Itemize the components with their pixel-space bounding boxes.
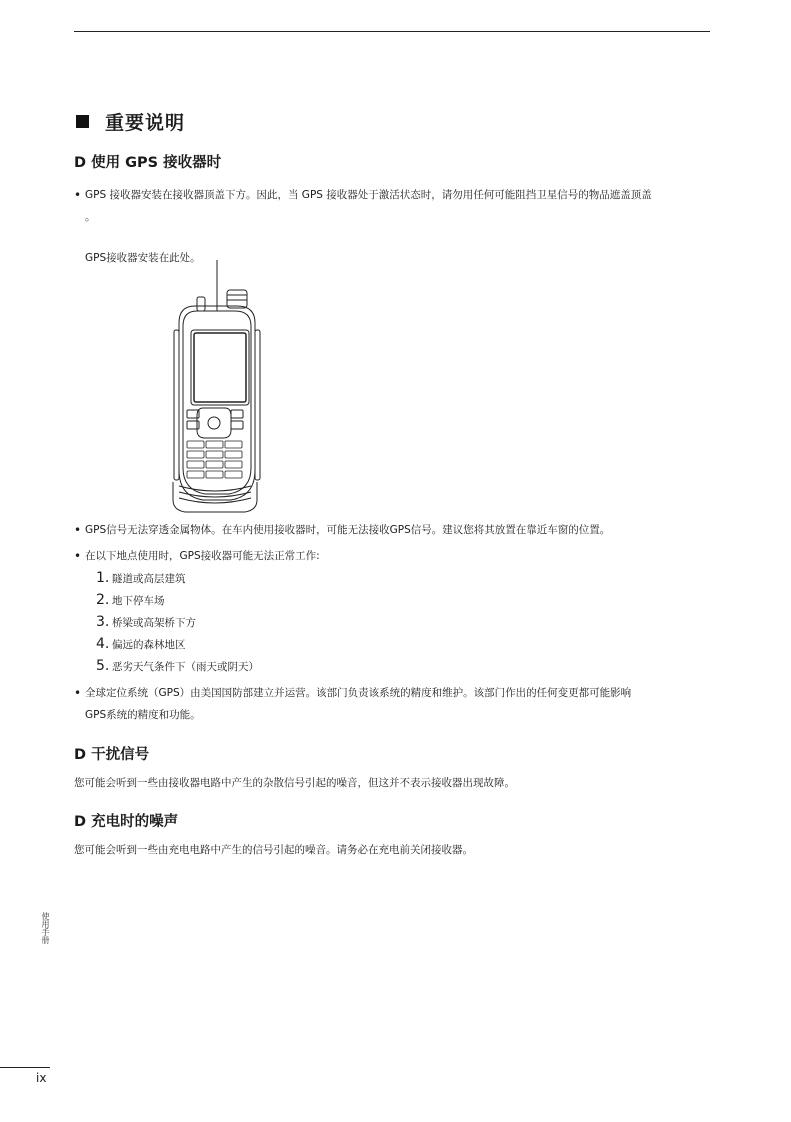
gps-bullet-1-end: 。 xyxy=(85,211,96,223)
gps-bullet-4-line2: GPS系统的精度和功能。 xyxy=(85,709,201,721)
gps-bullet-1-text: GPS 接收器安装在接收器顶盖下方。因此，当 GPS 接收器处于激活状态时，请勿用任何可能阻挡卫星信号的物品遮盖顶盖 xyxy=(85,189,652,201)
charging-heading: D 充电时的噪声 xyxy=(74,814,179,830)
bullet-dot-icon: • xyxy=(74,188,82,202)
figure-caption: GPS接收器安装在此处。 xyxy=(85,252,201,264)
locations-list xyxy=(96,567,259,677)
bullet-dot-icon: • xyxy=(74,686,82,700)
list-item: 5. 恶劣天气条件下（雨天或阴天） xyxy=(96,658,259,674)
bottom-rule xyxy=(0,1067,50,1068)
bullet-dot-icon: • xyxy=(74,549,82,563)
list-item: 2. 地下停车场 xyxy=(96,592,165,608)
page-number: ix xyxy=(36,1071,47,1085)
bullet-dot-icon: • xyxy=(74,523,82,537)
square-bullet-icon xyxy=(76,115,89,128)
gps-bullet-3-text: 在以下地点使用时，GPS接收器可能无法正常工作: xyxy=(85,550,320,562)
gps-bullet-2 xyxy=(74,519,714,541)
list-item: 1. 隧道或高层建筑 xyxy=(96,570,186,586)
side-label: 使用手册 xyxy=(41,912,50,944)
interference-heading: D 干扰信号 xyxy=(74,747,150,763)
charging-text: 您可能会听到一些由充电电路中产生的信号引起的噪音。请务必在充电前关闭接收器。 xyxy=(74,844,473,856)
gps-heading: D 使用 GPS 接收器时 xyxy=(74,155,222,171)
gps-bullet-2-text: GPS信号无法穿透金属物体。在车内使用接收器时，可能无法接收GPS信号。建议您将其放置在靠近车窗的位置。 xyxy=(85,524,611,536)
interference-text: 您可能会听到一些由接收器电路中产生的杂散信号引起的噪音，但这并不表示接收器出现故障。 xyxy=(74,777,515,789)
section-title xyxy=(76,108,185,135)
list-item: 3. 桥梁或高架桥下方 xyxy=(96,614,196,630)
gps-bullet-3 xyxy=(74,545,714,567)
radio-illustration xyxy=(165,238,265,514)
gps-bullet-1 xyxy=(74,184,714,228)
top-rule xyxy=(74,31,710,32)
list-item: 4. 偏远的森林地区 xyxy=(96,636,186,652)
gps-bullet-4-line1: 全球定位系统（GPS）由美国国防部建立并运营。该部门负责该系统的精度和维护。该部门作出的任何变更都可能影响 xyxy=(85,687,632,699)
gps-bullet-4 xyxy=(74,682,714,726)
section-title-text: 重要说明 xyxy=(105,112,186,134)
